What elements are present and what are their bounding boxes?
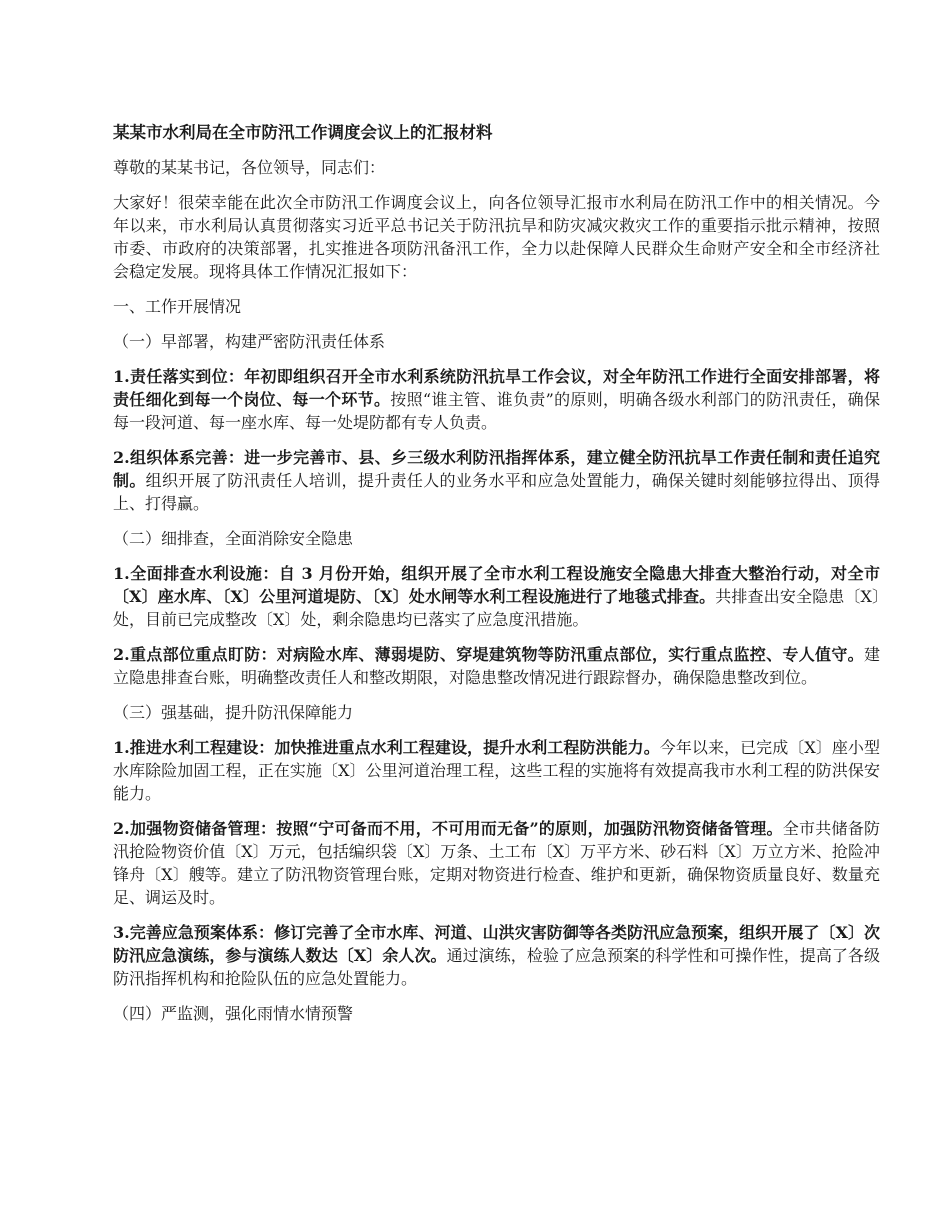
paragraph-2-2-body: 建立隐患排查台账，明确整改责任人和整改期限，对隐患整改情况进行跟踪督办，确保隐患整改到位。 bbox=[113, 645, 880, 687]
paragraph-3-3-lead: 3.完善应急预案体系：修订完善了全市水库、河道、山洪灾害防御等各类防汛应急预案，组织开展了〔X〕次防汛应急演练，参与演练人数达〔X〕余人次。 bbox=[113, 923, 880, 965]
paragraph-3-2-body: 全市共储备防汛抢险物资价值〔X〕万元，包括编织袋〔X〕万条、土工布〔X〕万平方米、砂石料〔X〕万立方米、抢险冲锋舟〔X〕艘等。建立了防汛物资管理台账，定期对物资进行检查、维护和更新，确保物资质量良好、数量充足、调运及时。 bbox=[113, 819, 880, 907]
paragraph-3-1-lead: 1.推进水利工程建设：加快推进重点水利工程建设，提升水利工程防洪能力。 bbox=[113, 738, 660, 757]
paragraph-3-1-body: 今年以来，已完成〔X〕座小型水库除险加固工程，正在实施〔X〕公里河道治理工程，这些工程的实施将有效提高我市水利工程的防洪保安能力。 bbox=[113, 738, 880, 803]
subsection-heading-1: （一）早部署，构建严密防汛责任体系 bbox=[113, 332, 386, 351]
paragraph-2-2 bbox=[113, 643, 880, 689]
subsection-heading-4: （四）严监测，强化雨情水情预警 bbox=[113, 1004, 354, 1023]
paragraph-1-1-lead: 1.责任落实到位：年初即组织召开全市水利系统防汛抗旱工作会议，对全年防汛工作进行全面安排部署，将责任细化到每一个岗位、每一个环节。 bbox=[113, 367, 880, 409]
paragraph-1-2-body: 组织开展了防汛责任人培训，提升责任人的业务水平和应急处置能力，确保关键时刻能够拉得出、顶得上、打得赢。 bbox=[113, 471, 880, 513]
greeting: 尊敬的某某书记，各位领导，同志们： bbox=[113, 158, 386, 177]
intro-paragraph: 大家好！很荣幸能在此次全市防汛工作调度会议上，向各位领导汇报市水利局在防汛工作中的相关情况。今年以来，市水利局认真贯彻落实习近平总书记关于防汛抗旱和防灾减灾救灾工作的重要指示批示精神，按照市委、市政府的决策部署，扎实推进各项防汛备汛工作，全力以赴保障人民群众生命财产安全和全市经济社会稳定发展。现将具体工作情况汇报如下： bbox=[113, 193, 880, 281]
paragraph-1-1 bbox=[113, 365, 880, 434]
paragraph-3-3-body: 通过演练，检验了应急预案的科学性和可操作性，提高了各级防汛指挥机构和抢险队伍的应急处置能力。 bbox=[113, 946, 880, 988]
paragraph-3-3 bbox=[113, 921, 880, 990]
paragraph-2-1-body: 共排查出安全隐患〔X〕处，目前已完成整改〔X〕处，剩余隐患均已落实了应急度汛措施。 bbox=[113, 587, 880, 629]
paragraph-2-2-lead: 2.重点部位重点盯防：对病险水库、薄弱堤防、穿堤建筑物等防汛重点部位，实行重点监控、专人值守。 bbox=[113, 645, 864, 664]
document-title: 某某市水利局在全市防汛工作调度会议上的汇报材料 bbox=[113, 123, 493, 142]
section-heading-1: 一、工作开展情况 bbox=[113, 297, 242, 316]
paragraph-1-2-lead: 2.组织体系完善：进一步完善市、县、乡三级水利防汛指挥体系，建立健全防汛抗旱工作责任制和责任追究制。 bbox=[113, 448, 880, 490]
paragraph-3-2 bbox=[113, 817, 880, 909]
paragraph-3-2-lead: 2.加强物资储备管理：按照“宁可备而不用，不可用而无备”的原则，加强防汛物资储备管理。 bbox=[113, 819, 783, 838]
paragraph-1-1-body: 按照“谁主管、谁负责”的原则，明确各级水利部门的防汛责任，确保每一段河道、每一座水库、每一处堤防都有专人负责。 bbox=[113, 390, 880, 432]
subsection-heading-3: （三）强基础，提升防汛保障能力 bbox=[113, 703, 354, 722]
paragraph-1-2 bbox=[113, 446, 880, 515]
paragraph-2-1 bbox=[113, 562, 880, 631]
paragraph-3-1 bbox=[113, 736, 880, 805]
subsection-heading-2: （二）细排查，全面消除安全隐患 bbox=[113, 529, 354, 548]
paragraph-2-1-lead: 1.全面排查水利设施：自 3 月份开始，组织开展了全市水利工程设施安全隐患大排查大整治行动，对全市〔X〕座水库、〔X〕公里河道堤防、〔X〕处水闸等水利工程设施进行了地毯式排查。 bbox=[113, 564, 880, 606]
